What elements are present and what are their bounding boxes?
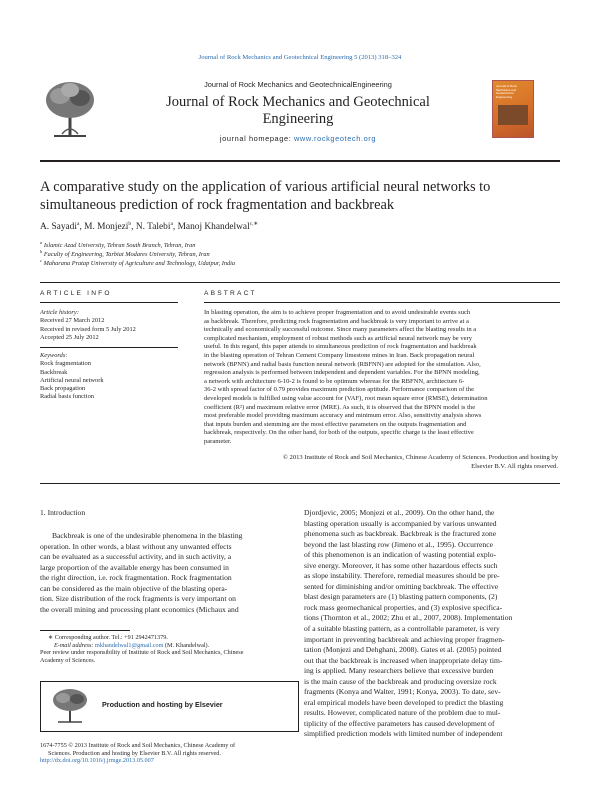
journal-title-line: Journal of Rock Mechanics and Geotechnical: [166, 94, 430, 110]
abstract-line: network (BPNN) and radial basis function neural network (RBFNN) are adopted for the simulation. Also,: [204, 360, 481, 368]
history-item: Received 27 March 2012: [40, 317, 105, 325]
author-sup: b: [128, 221, 132, 227]
cover-text: Journal of Rock Mechanics and Geotechnical Engineering: [496, 84, 517, 99]
peer-review-line: Peer review under responsibility of Institute of Rock and Soil Mechanics, Chinese: [40, 649, 244, 657]
body-line: tation (Monjezi and Dehghani, 2008). Gates et al. (2005) pointed: [304, 645, 502, 655]
keywords: [40, 352, 175, 402]
body-line: simplified prediction models with limited number of independent: [304, 729, 503, 739]
elsevier-small-logo: [48, 686, 92, 729]
body-line: fragments (Konya and Walter, 1991; Konya, 2003). To date, sev-: [304, 687, 501, 697]
affiliation-sup: b: [40, 249, 43, 254]
author-name: Manoj Khandelwal: [177, 222, 250, 233]
abstract-copyright: [204, 454, 558, 471]
body-line: phenomena such as backbreak. Backbreak is the fractured zone: [304, 529, 497, 539]
info-rule: [40, 347, 178, 348]
abstract-heading: ABSTRACT: [204, 290, 257, 297]
info-rule: [40, 302, 178, 303]
peer-review-line: Academy of Sciences.: [40, 656, 96, 664]
keyword: Backbreak: [40, 368, 68, 376]
keyword: Radial basis function: [40, 393, 94, 401]
email-link[interactable]: mkhandelwal1@gmail.com: [95, 641, 164, 649]
author-list: A. Sayadi$^a$, M. Monjezi$^b$, N. Talebi$^a$, Manoj Khandelwal$^{c,∗}$: [40, 221, 259, 233]
article-title: [40, 178, 560, 214]
abstract-line: as backbreak. Therefore, predicting rock fragmentation and backbreak is very important to arrive at a: [204, 317, 469, 325]
copyright-line: © 2013 Institute of Rock and Soil Mechanics, Chinese Academy of Sciences. Production and hosting by: [282, 454, 558, 461]
body-line: tion. Size distribution of the rock fragments is very important on: [40, 594, 236, 604]
body-line: blast design parameters are (1) blasting pattern components, (2): [304, 592, 498, 602]
section-rule: [40, 483, 560, 484]
body-line: ing is applied. Many researchers believe that excessive burden: [304, 666, 494, 676]
email-label: E-mail address:: [54, 641, 94, 649]
elsevier-tree-logo: [40, 76, 106, 146]
body-line: large proportion of the available energy has been consumed in: [40, 562, 229, 572]
body-line: can be evaluated as a successful activity, and in such activity, a: [40, 552, 232, 562]
affiliation-sup: a: [40, 240, 43, 245]
author-name: M. Monjezi: [84, 222, 129, 233]
journal-title: [118, 94, 478, 128]
copyright-line: Elsevier B.V. All rights reserved.: [471, 462, 558, 470]
article-history: [40, 309, 175, 342]
abstract-line: most preferable model providing maximum accuracy and minimum error. Also, sensitivity analysis shows: [204, 412, 482, 420]
abstract-line: coefficient (R²) and maximum relative error (MRE). As such, it is observed that the BPNN model is the: [204, 403, 476, 411]
author-sup: c,∗: [249, 221, 259, 227]
journal-small-title: Journal of Rock Mechanics and GeotechnicalEngineering: [204, 80, 392, 89]
affiliation: [40, 258, 235, 267]
abstract-line: a network with architecture 6-10-2 is found to be optimum whereas for the RBFNN, architecture 6-: [204, 377, 465, 385]
keyword: Artificial neural network: [40, 376, 104, 384]
keyword: Rock fragmentation: [40, 360, 91, 368]
intro-right-column: [304, 508, 560, 740]
abstract-line: developed models is fulfilled using value account for (VAF), root mean square error (RMSE), determination: [204, 394, 488, 402]
author-sup: a: [76, 221, 80, 227]
affiliation: [40, 249, 210, 258]
article-info-heading: ARTICLE INFO: [40, 290, 112, 297]
abstract-line: in the blasting operation of Tehran Cement Company limestone mines in Iran. Back propagation neural: [204, 351, 475, 359]
issn-block: [40, 742, 295, 765]
section-rule: [40, 282, 560, 283]
abstract-rule: [204, 302, 560, 303]
body-line: of a suitable blasting pattern, as a controllable parameter, is very: [304, 624, 500, 634]
body-line: operation. In other words, a blast without any unwanted effects: [40, 541, 232, 551]
title-line: simultaneous prediction of rock fragmentation and backbreak: [40, 197, 395, 213]
affiliation-text: Islamic Azad University, Tehran South Branch, Tehran, Iran: [43, 242, 196, 250]
journal-homepage: [118, 134, 478, 143]
top-citation: Journal of Rock Mechanics and Geotechnical Engineering 5 (2013) 318–324: [198, 54, 402, 61]
footnote-rule: [40, 630, 130, 631]
body-line: the right direction, i.e. rock fragmentation. Rock fragmentation: [40, 573, 232, 583]
keyword: Back propagation: [40, 385, 86, 393]
issn-line: Sciences. Production and hosting by Elsevier B.V. All rights reserved.: [48, 749, 221, 757]
affiliation-text: Faculty of Engineering, Tarbiat Modares University, Tehran, Iran: [43, 251, 210, 259]
body-line: is the main cause of the backbreak and producing oversize rock: [304, 676, 497, 686]
keywords-label: Keywords:: [40, 352, 68, 359]
author-sup: a: [170, 221, 173, 227]
body-line: eral empirical models have been developed to predict the blasting: [304, 697, 504, 707]
journal-title-line: Engineering: [262, 111, 334, 127]
body-line: rock mass geomechanical properties, and (3) explosive specifica-: [304, 602, 503, 612]
affiliation-sup: c: [40, 258, 42, 263]
body-line: Backbreak is one of the undesirable phenomena in the blasting: [52, 531, 243, 540]
body-line: tiplicity of the effective parameters has caused development of: [304, 718, 495, 728]
abstract-body: [204, 309, 558, 447]
journal-cover-image: [492, 80, 534, 138]
affiliation-text: Maharana Pratap University of Agriculture and Technology, Udaipur, India: [43, 260, 236, 268]
history-label: Article history:: [40, 309, 79, 316]
abstract-line: complicated mechanism, employment of robust methods such as artificial neural network may be very: [204, 334, 472, 342]
body-line: Djordjevic, 2005; Monjezi et al., 2009). On the other hand, the: [304, 508, 495, 517]
history-item: Accepted 25 July 2012: [40, 333, 99, 341]
doi-link[interactable]: http://dx.doi.org/10.1016/j.jrmge.2013.05.007: [40, 757, 154, 765]
intro-heading: 1. Introduction: [40, 508, 86, 517]
abstract-line: backbreak, respectively. On the other hand, for both of the outputs, specific charge is the least effective: [204, 429, 474, 437]
abstract-line: that inputs burden and stemming are the most effective parameters on the outputs fragmentation and: [204, 420, 467, 428]
history-item: Received in revised form 5 July 2012: [40, 325, 136, 333]
body-line: blasting operation usually is accompanied by various unwanted: [304, 518, 497, 528]
body-line: sented for diminishing and/or omitting backbreak. The effective: [304, 581, 499, 591]
issn-line: 1674-7755 © 2013 Institute of Rock and Soil Mechanics, Chinese Academy of: [40, 742, 236, 749]
intro-left-column: [40, 531, 296, 615]
abstract-line: parameter.: [204, 437, 232, 445]
body-line: as slope instability. Therefore, remedial measures should be pre-: [304, 571, 500, 581]
body-line: important in preventing backbreak and achieving proper fragmen-: [304, 634, 505, 644]
production-text: Production and hosting by Elsevier: [102, 700, 223, 709]
header-rule: [40, 160, 560, 162]
body-line: out that the backbreak is increased when inappropriate delay tim-: [304, 655, 503, 665]
affiliation: [40, 240, 195, 249]
homepage-label: journal homepage:: [219, 134, 292, 143]
body-line: tions (Thornton et al., 2002; Zhu et al., 2007, 2008). Implementation: [304, 613, 513, 623]
abstract-line: In blasting operation, the aim is to achieve proper fragmentation and to avoid undesirable events such: [204, 309, 471, 316]
email-suffix: (M. Khandelwal).: [165, 641, 210, 649]
abstract-line: useful. In this regard, this paper attends to simultaneous prediction of rock fragmentation and backbreak: [204, 343, 477, 351]
body-line: can be considered as the main objective of the blasting opera-: [40, 583, 228, 593]
title-line: A comparative study on the application of various artificial neural networks to: [40, 179, 491, 195]
cover-photo: [498, 105, 528, 125]
author-name: N. Talebi: [135, 222, 171, 233]
body-line: results. However, complicated nature of the problem due to mul-: [304, 708, 501, 718]
abstract-line: regression analysis is performed between independent and dependent variables. For the BPNN modeling,: [204, 369, 480, 377]
body-line: the overall mining and processing plant economics (Michaux and: [40, 604, 239, 614]
author-name: A. Sayadi: [40, 222, 77, 233]
body-line: sive energy. Moreover, it has some other hazardous effects such: [304, 560, 498, 570]
body-line: of this phenomenon is an indication of wasting potential explo-: [304, 550, 497, 560]
corresponding-author: ∗ Corresponding author. Tel.: +91 2942471379.: [48, 634, 168, 641]
abstract-line: technically and economically successful outcome. Since many parameters affect the blasting results in a: [204, 326, 477, 334]
footnotes: [40, 634, 295, 664]
abstract-line: 36-2 with spread factor of 0.79 provides maximum prediction aptitude. Performance comparison of the: [204, 386, 474, 394]
homepage-link[interactable]: www.rockgeotech.org: [294, 134, 377, 143]
body-line: beyond the last blasting row (Jimeno et al., 1995). Occurrence: [304, 539, 493, 549]
